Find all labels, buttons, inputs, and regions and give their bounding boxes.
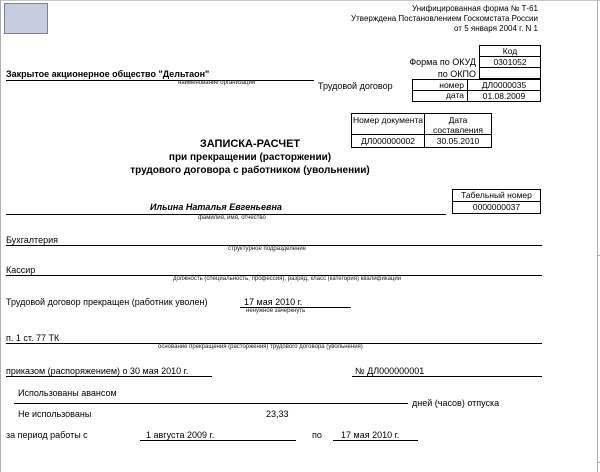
code-header: Код [479, 45, 541, 57]
period-from: 1 августа 2009 г. [146, 430, 215, 440]
okud-label: Форма по ОКУД [409, 57, 476, 67]
vacation-line [14, 403, 408, 404]
doc-subtitle-1: при прекращении (расторжении) [168, 152, 332, 163]
page-right-border [597, 0, 598, 472]
employee-name: Ильина Наталья Евгеньевна [150, 202, 282, 212]
period-label: за период работы с [6, 430, 88, 440]
cell-selection-corner[interactable] [4, 3, 48, 34]
doc-number-header: Номер документа [351, 113, 425, 135]
position-caption: должность (специальность, профессия), разряд, класс (категория) квалификации [173, 276, 402, 282]
doc-date-header: Дата составления [424, 113, 492, 135]
position: Кассир [6, 265, 36, 275]
termination-date-caption: ненужное зачеркнуть [246, 308, 306, 314]
contract-date: 01.08.2009 [467, 90, 541, 102]
employee-name-caption: фамилия, имя, отчество [198, 215, 266, 221]
tab-number: 0000000037 [452, 201, 541, 214]
period-to-line [333, 440, 418, 441]
department-caption: структурное подразделение [228, 246, 307, 252]
page-top-border [0, 0, 600, 1]
order-number-line [352, 376, 542, 377]
order-line [6, 376, 212, 377]
contract-number: ДЛ0000035 [467, 79, 541, 91]
approval-line: Утверждена Постановлением Госкомстата России [351, 14, 538, 23]
doc-title: ЗАПИСКА-РАСЧЕТ [199, 138, 301, 150]
department: Бухгалтерия [6, 235, 58, 245]
contract-date-label: дата [412, 90, 468, 102]
organization-caption: наименование организации [178, 80, 256, 86]
doc-number: ДЛ000000002 [351, 134, 425, 148]
period-from-line [140, 440, 296, 441]
unused-label: Не использованы [18, 409, 92, 419]
doc-date: 30.05.2010 [424, 134, 492, 148]
okud-code: 0301052 [479, 56, 541, 68]
termination-basis: п. 1 ст. 77 ТК [6, 333, 60, 343]
tab-number-header: Табельный номер [452, 189, 541, 202]
termination-basis-caption: основание прекращения (расторжения) трудового договора (увольнения) [158, 344, 363, 350]
vacation-days-label: дней (часов) отпуска [412, 398, 500, 408]
period-to-label: по [312, 430, 322, 440]
period-to: 17 мая 2010 г. [341, 430, 400, 440]
order-text: приказом (распоряжением) о 30 мая 2010 г. [6, 366, 189, 376]
organization-name: Закрытое акционерное общество "Дельтаон" [6, 69, 210, 79]
organization-line [6, 80, 314, 81]
used-advance-label: Использованы авансом [18, 388, 117, 398]
approval-date-line: от 5 января 2004 г. N 1 [454, 24, 538, 33]
unused-value: 23,33 [266, 409, 289, 419]
okpo-code [479, 67, 541, 79]
termination-date: 17 мая 2010 г. [244, 297, 303, 307]
order-number: № ДЛ000000001 [355, 366, 425, 376]
doc-subtitle-2: трудового договора с работником (увольнении) [130, 165, 370, 176]
termination-text: Трудовой договор прекращен (работник уволен) [6, 297, 208, 307]
page-left-border [0, 0, 1, 472]
form-number-line: Унифицированная форма № Т-61 [412, 4, 538, 13]
contract-label: Трудовой договор [318, 81, 393, 91]
contract-number-label: номер [412, 79, 468, 91]
okpo-label: по ОКПО [437, 69, 476, 79]
